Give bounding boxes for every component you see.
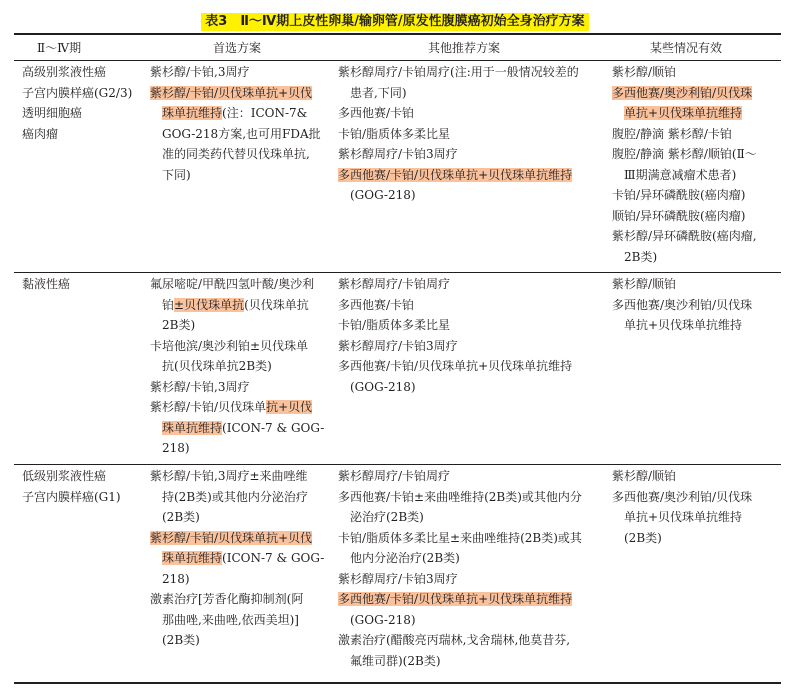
regimen-text: 紫杉醇/顺铂 <box>612 469 677 483</box>
cell-line <box>612 315 752 336</box>
cell-line <box>150 418 324 439</box>
regimen-text: (GOG-218) <box>350 188 416 202</box>
regimen-text: 紫杉醇/卡铂,3周疗 <box>150 379 250 394</box>
cell-line <box>150 62 321 83</box>
regimen-text: 那曲唑,来曲唑,依西美坦)] <box>162 612 299 627</box>
cell-line <box>612 62 757 83</box>
table-title: 表3 Ⅱ～Ⅳ期上皮性卵巢/输卵管/原发性腹膜癌初始全身治疗方案 <box>201 13 588 31</box>
row3-some-cases-cell <box>612 466 752 548</box>
cell-line <box>150 83 321 104</box>
cell-line: 高级别浆液性癌 <box>22 65 107 79</box>
regimen-text: 激素治疗(醋酸亮丙瑞林,戈舍瑞林,他莫昔芬, <box>338 633 571 647</box>
row1-some-cases-cell <box>612 62 757 267</box>
header-stage: Ⅱ～Ⅳ期 <box>37 41 82 55</box>
cell-line <box>338 124 579 145</box>
regimen-text: 紫杉醇/顺铂 <box>612 65 677 79</box>
regimen-text: 多西他赛/卡铂±来曲唑维持(2B类)或其他内分 <box>338 489 582 504</box>
row2-preferred-cell <box>150 274 324 459</box>
header-preferred: 首选方案 <box>213 41 262 55</box>
regimen-text: 氟尿嘧啶/甲酰四氢叶酸/奥沙利 <box>150 277 315 291</box>
cell-line: 癌肉瘤 <box>22 126 59 141</box>
cell-line <box>338 507 582 528</box>
cell-line <box>150 507 324 528</box>
regimen-text: (2B类) <box>162 510 200 524</box>
regimen-text: 218) <box>162 571 190 586</box>
cell-line <box>612 226 757 247</box>
cell-line <box>338 548 582 569</box>
cell-line <box>150 356 324 377</box>
cell-line <box>612 528 752 549</box>
cell-line <box>612 124 757 145</box>
regimen-text: 卡铂/脂质体多柔比星 <box>338 318 451 332</box>
regimen-text: 患者,下同) <box>350 85 407 100</box>
row2-some-cases-cell <box>612 274 752 336</box>
cell-line <box>612 487 752 508</box>
regimen-text: 紫杉醇周疗/卡铂3周疗 <box>338 338 458 353</box>
highlighted-regimen-text: 单抗+贝伐珠单抗维持 <box>624 106 743 120</box>
cell-line <box>612 165 757 186</box>
regimen-text: 泌治疗(2B类) <box>350 510 424 524</box>
regimen-text: 单抗+贝伐珠单抗维持 <box>624 318 743 332</box>
highlighted-regimen-text: 抗+贝伐 <box>266 400 313 414</box>
row2-type-cell <box>22 274 70 295</box>
cell-line <box>338 589 582 610</box>
regimen-text: 紫杉醇/顺铂 <box>612 277 677 291</box>
cell-line <box>338 274 572 295</box>
cell-line <box>150 589 324 610</box>
regimen-text: 铂 <box>162 297 175 312</box>
regimen-text: (GOG-218) <box>350 379 416 394</box>
regimen-text: 紫杉醇/卡铂/贝伐珠单 <box>150 400 267 414</box>
cell-line <box>338 83 579 104</box>
cell-line <box>612 185 757 206</box>
regimen-text: (GOG-218) <box>350 612 416 627</box>
regimen-text: 卡铂/脂质体多柔比星 <box>338 126 451 141</box>
highlighted-regimen-text: 珠单抗维持 <box>162 420 223 435</box>
cell-line <box>612 507 752 528</box>
cell-line <box>150 377 324 398</box>
cell-line <box>150 124 321 145</box>
regimen-text: 氟维司群)(2B类) <box>350 653 441 668</box>
regimen-text: 紫杉醇/异环磷酰胺(癌肉瘤, <box>612 229 757 243</box>
cell-line: 黏液性癌 <box>22 277 71 291</box>
regimen-text: 抗(贝伐珠单抗2B类) <box>162 359 272 373</box>
cell-line <box>338 62 579 83</box>
regimen-text: 紫杉醇/卡铂,3周疗±来曲唑维 <box>150 469 308 483</box>
cell-line <box>338 315 572 336</box>
cell-line <box>338 569 582 590</box>
regimen-text: 卡培他滨/奥沙利铂±贝伐珠单 <box>150 338 309 353</box>
cell-line <box>612 295 752 316</box>
cell-line <box>150 548 324 569</box>
cell-line <box>150 466 324 487</box>
regimen-text: 多西他赛/卡铂/贝伐珠单抗+贝伐珠单抗维持 <box>338 359 573 373</box>
cell-line: 子宫内膜样癌(G1) <box>22 489 121 504</box>
cell-line <box>612 206 757 227</box>
highlighted-regimen-text: 紫杉醇/卡铂/贝伐珠单抗+贝伐 <box>150 530 313 545</box>
highlighted-regimen-text: 紫杉醇/卡铂/贝伐珠单抗+贝伐 <box>150 85 313 100</box>
cell-line <box>150 315 324 336</box>
cell-line <box>612 103 757 124</box>
regimen-text: 紫杉醇周疗/卡铂周疗 <box>338 277 451 291</box>
cell-line <box>150 274 324 295</box>
regimen-text: 多西他赛/奥沙利铂/贝伐珠 <box>612 489 753 504</box>
regimen-text: 准的同类药代替贝伐珠单抗, <box>162 147 310 161</box>
cell-line <box>338 377 572 398</box>
cell-line: 透明细胞癌 <box>22 106 83 120</box>
cell-line <box>612 83 757 104</box>
regimen-text: 多西他赛/卡铂 <box>338 106 415 120</box>
highlighted-regimen-text: 珠单抗维持 <box>162 106 223 120</box>
cell-line <box>612 144 757 165</box>
cell-line <box>338 144 579 165</box>
cell-line <box>338 295 572 316</box>
cell-line <box>150 397 324 418</box>
regimen-text: 多西他赛/卡铂 <box>338 297 415 312</box>
table-caption <box>0 10 790 31</box>
cell-line <box>150 144 321 165</box>
cell-line <box>150 630 324 651</box>
regimen-text: 紫杉醇周疗/卡铂周疗(注:用于一般情况较差的 <box>338 65 579 79</box>
regimen-text: 紫杉醇/卡铂,3周疗 <box>150 65 250 79</box>
cell-line <box>338 528 582 549</box>
regimen-text: (ICON-7 & GOG- <box>222 551 325 565</box>
cell-line <box>338 630 582 651</box>
highlighted-regimen-text: 珠单抗维持 <box>162 551 223 565</box>
highlighted-regimen-text: 多西他赛/奥沙利铂/贝伐珠 <box>612 85 753 100</box>
bottom-rule <box>14 682 781 684</box>
row-divider <box>14 272 781 273</box>
cell-line <box>150 165 321 186</box>
header-other: 其他推荐方案 <box>428 41 501 55</box>
regimen-text: 紫杉醇周疗/卡铂3周疗 <box>338 147 458 161</box>
regimen-text: Ⅲ期满意减瘤术患者) <box>624 167 737 182</box>
cell-line <box>612 466 752 487</box>
cell-line <box>150 569 324 590</box>
regimen-text: 腹腔/静滴 紫杉醇/卡铂 <box>612 126 732 141</box>
row-divider <box>14 464 781 465</box>
cell-line <box>150 103 321 124</box>
cell-line <box>150 295 324 316</box>
regimen-text: GOG-218方案,也可用FDA批 <box>162 126 321 141</box>
regimen-text: (2B类) <box>624 530 662 545</box>
header-rule <box>14 60 781 61</box>
regimen-text: 下同) <box>162 167 191 182</box>
cell-line <box>338 466 582 487</box>
row3-type-cell <box>22 466 121 507</box>
regimen-text: 卡铂/脂质体多柔比星±来曲唑维持(2B类)或其 <box>338 530 582 545</box>
regimen-text: 激素治疗[芳香化酶抑制剂(阿 <box>150 592 304 606</box>
regimen-text: 他内分泌治疗(2B类) <box>350 551 460 565</box>
cell-line <box>338 651 582 672</box>
row3-other-cell <box>338 466 582 671</box>
row3-preferred-cell <box>150 466 324 651</box>
header-some-cases: 某些情况有效 <box>650 41 723 55</box>
regimen-text: 2B类) <box>624 249 658 264</box>
cell-line <box>338 356 572 377</box>
cell-line <box>150 610 324 631</box>
cell-line <box>338 103 579 124</box>
regimen-text: 单抗+贝伐珠单抗维持 <box>624 510 743 524</box>
top-rule <box>14 33 781 35</box>
cell-line <box>150 438 324 459</box>
cell-line <box>612 247 757 268</box>
regimen-text: 顺铂/异环磷酰胺(癌肉瘤) <box>612 208 746 223</box>
cell-line: 低级别浆液性癌 <box>22 469 107 483</box>
cell-line <box>338 610 582 631</box>
regimen-text: 2B类) <box>162 318 196 332</box>
regimen-text: 紫杉醇周疗/卡铂3周疗 <box>338 571 458 586</box>
cell-line: 子宫内膜样癌(G2/3) <box>22 85 133 100</box>
regimen-text: 218) <box>162 441 190 455</box>
regimen-text: (贝伐珠单抗 <box>244 297 309 312</box>
cell-line <box>338 336 572 357</box>
row2-other-cell <box>338 274 572 397</box>
row1-type-cell <box>22 62 132 144</box>
regimen-text: 持(2B类)或其他内分泌治疗 <box>162 489 308 504</box>
cell-line <box>150 528 324 549</box>
highlighted-regimen-text: 多西他赛/卡铂/贝伐珠单抗+贝伐珠单抗维持 <box>338 167 573 182</box>
cell-line <box>338 185 579 206</box>
regimen-text: (2B类) <box>162 633 200 647</box>
cell-line <box>612 274 752 295</box>
regimen-text: (ICON-7 & GOG- <box>222 420 325 435</box>
highlighted-regimen-text: 多西他赛/卡铂/贝伐珠单抗+贝伐珠单抗维持 <box>338 592 573 606</box>
highlighted-regimen-text: ±贝伐珠单抗 <box>174 297 245 312</box>
row1-preferred-cell <box>150 62 321 185</box>
row1-other-cell <box>338 62 579 206</box>
regimen-text: 腹腔/静滴 紫杉醇/顺铂(Ⅱ～ <box>612 147 757 161</box>
cell-line <box>150 487 324 508</box>
regimen-text: (注：ICON-7& <box>222 106 308 120</box>
regimen-text: 多西他赛/奥沙利铂/贝伐珠 <box>612 297 753 312</box>
regimen-text: 卡铂/异环磷酰胺(癌肉瘤) <box>612 188 746 202</box>
cell-line <box>338 487 582 508</box>
regimen-text: 紫杉醇周疗/卡铂周疗 <box>338 469 451 483</box>
cell-line <box>338 165 579 186</box>
cell-line <box>150 336 324 357</box>
